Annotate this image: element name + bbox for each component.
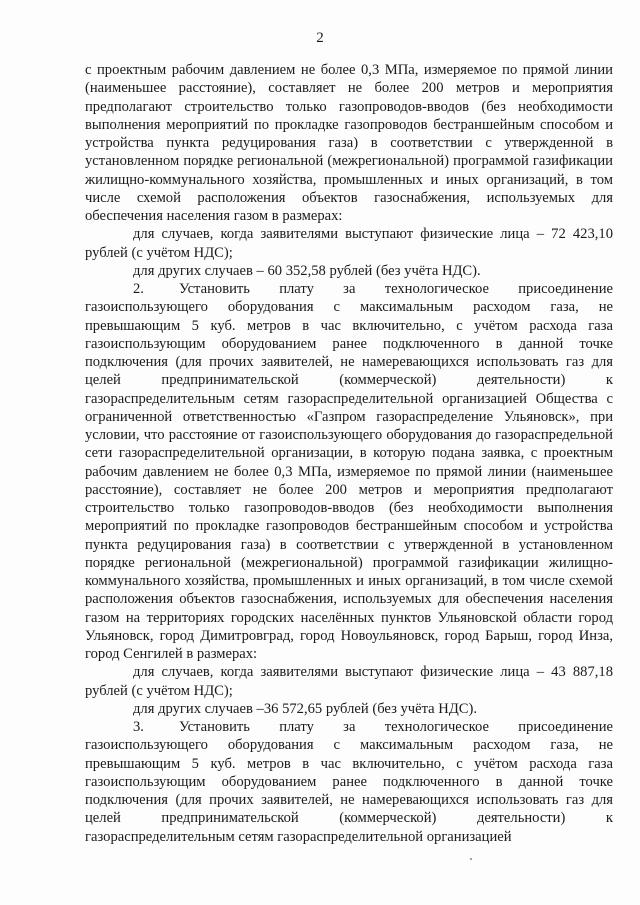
paragraph-individuals-fee-2: для случаев, когда заявителями выступают физические лица – 43 887,18 рублей (с учётом НДС); [85, 664, 613, 699]
item-3-number: 3. [133, 719, 144, 735]
paragraph-item-3 [85, 718, 613, 846]
paragraph-item-2 [85, 280, 613, 663]
scan-artifact-dot [470, 858, 472, 860]
item-2-number: 2. [133, 281, 144, 297]
item-3-text: Установить плату за технологическое присоединение газоиспользующего оборудования с максимальным расходом газа, не превышающим 5 куб. метров в час включительно, с учётом расхода газа газоиспользующим оборудованием ранее подключенного в данной точке подключения (для прочих заявителей, не намеревающихся использовать газ для целей предпринимательской (коммерческой) деятельности) к газораспределительным сетям газораспределительной организацией [85, 719, 613, 845]
paragraph-other-fee-2: для других случаев –36 572,65 рублей (без учёта НДС). [133, 700, 478, 717]
paragraph-other-fee-1: для других случаев – 60 352,58 рублей (без учёта НДС). [133, 262, 481, 279]
page-number: 2 [316, 30, 324, 46]
paragraph-intro: с проектным рабочим давлением не более 0,3 МПа, измеряемое по прямой линии (наименьшее расстояние), составляет не более 200 метров и мероприятия предполагают строительство только газопроводов-вводов (без необходимости выполнения мероприятий по прокладке газопроводов бестраншейным способом и устройства пункта редуцирования газа) в соответствии с утвержденной в установленном порядке региональной (межрегиональной) программой газификации жилищно-коммунального хозяйства, промышленных и иных организаций, в том числе схемой расположения объектов газоснабжения, используемых для обеспечения населения газом в размерах: [85, 62, 613, 224]
document-body [85, 61, 613, 846]
paragraph-individuals-fee-1: для случаев, когда заявителями выступают физические лица – 72 423,10 рублей (с учётом НДС); [85, 226, 613, 261]
item-2-text: Установить плату за технологическое присоединение газоиспользующего оборудования с максимальным расходом газа, не превышающим 5 куб. метров в час включительно, с учётом расхода газа газоиспользующим оборудованием ранее подключенного в данной точке подключения (для прочих заявителей, не намеревающихся использовать газ для целей предпринимательской (коммерческой) деятельности) к газораспределительным сетям газораспределительной организацией Общества с ограниченной ответственностью «Газпром газораспределение Ульяновск», при условии, что расстояние от газоиспользующего оборудования до газораспредельной сети газораспределительной организации, в которую подана заявка, с проектным рабочим давлением не более 0,3 МПа, измеряемое по прямой линии (наименьшее расстояние), составляет не более 200 метров и мероприятия предполагают строительство только газопроводов-вводов (без необходимости выполнения мероприятий по прокладке газопроводов бестраншейным способом и устройства пункта редуцирования газа) в соответствии с утвержденной в установленном порядке региональной (межрегиональной) программой газификации жилищно-коммунального хозяйства, промышленных и иных организаций, в том числе схемой расположения объектов газоснабжения, используемых для обеспечения населения газом на территориях городских населённых пунктов Ульяновской области город Ульяновск, город Димитровград, город Новоульяновск, город Барыш, город Инза, город Сенгилей в размерах: [85, 281, 613, 662]
